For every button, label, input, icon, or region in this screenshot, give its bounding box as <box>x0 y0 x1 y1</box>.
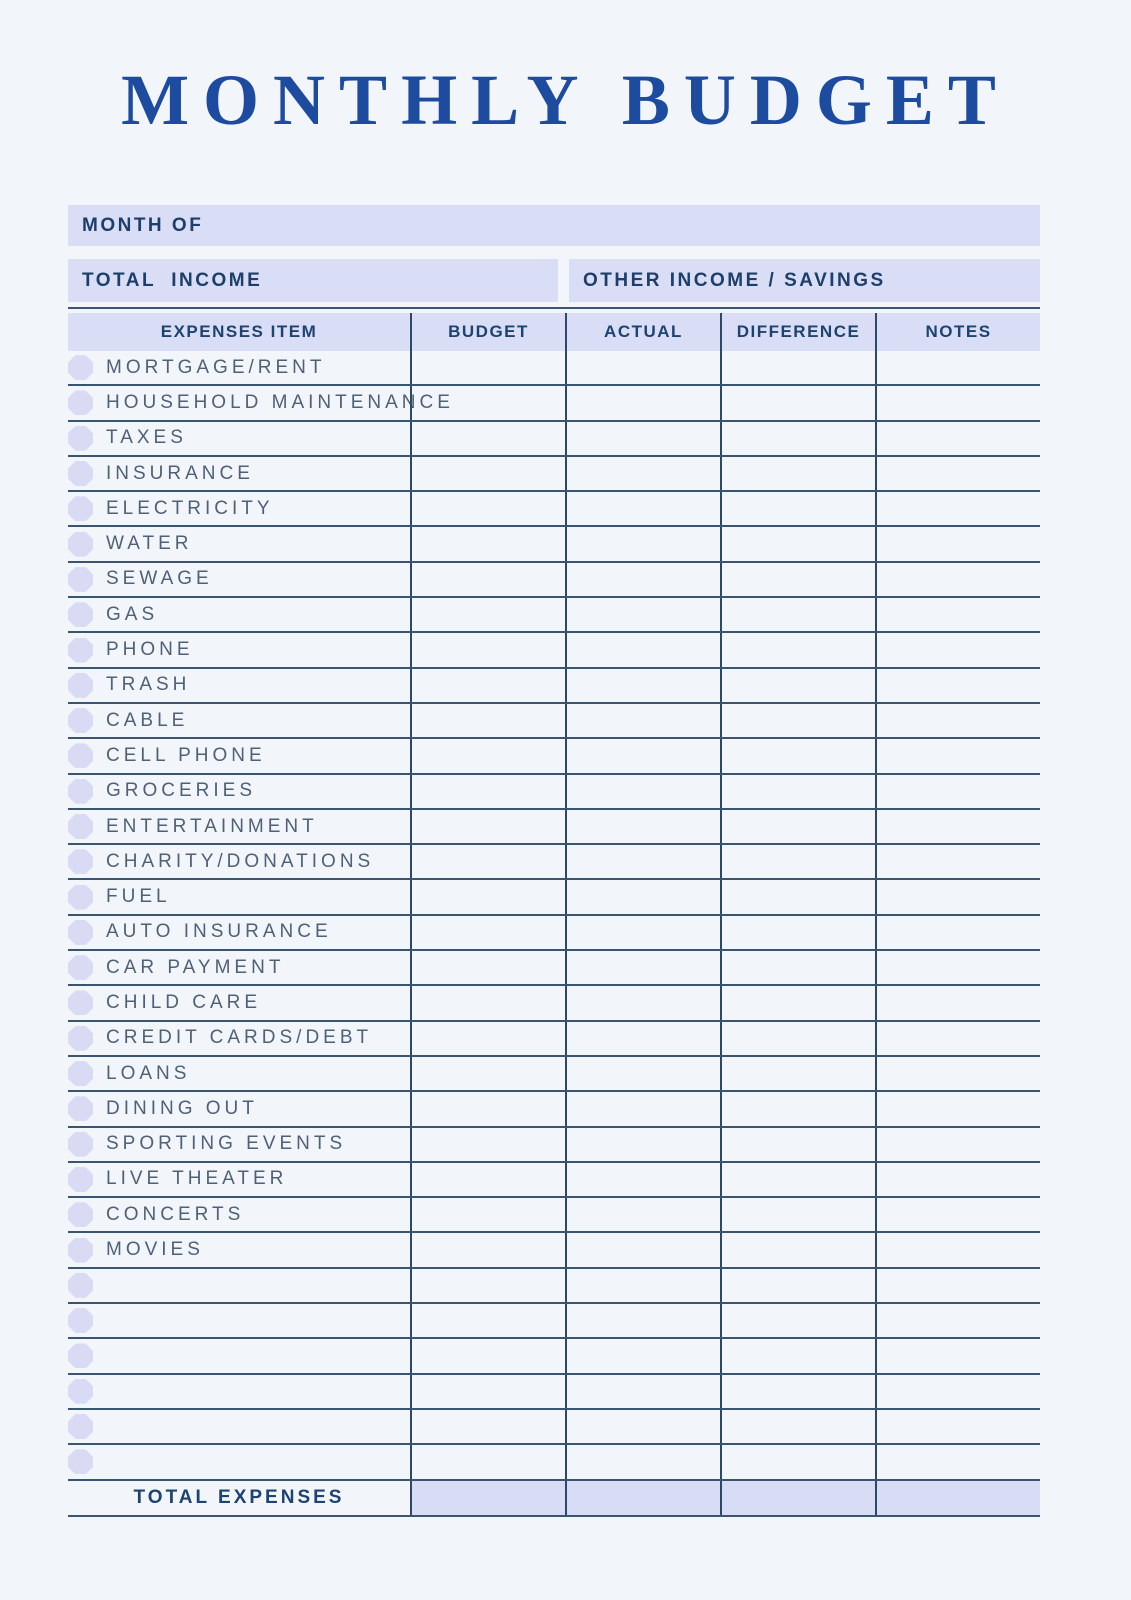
bullet-octagon-icon <box>68 814 93 839</box>
table-row <box>68 492 1040 527</box>
actual-cell[interactable] <box>565 775 720 808</box>
difference-cell[interactable] <box>720 1375 875 1408</box>
bullet-octagon-icon <box>68 1132 93 1157</box>
actual-cell[interactable] <box>565 1445 720 1478</box>
expense-item-cell <box>68 1198 410 1231</box>
difference-cell[interactable] <box>720 704 875 737</box>
expense-item-cell <box>68 563 410 596</box>
table-row <box>68 810 1040 845</box>
actual-cell[interactable] <box>565 1198 720 1231</box>
notes-cell[interactable] <box>875 1022 1040 1055</box>
budget-cell[interactable] <box>410 386 565 419</box>
actual-cell[interactable] <box>565 845 720 878</box>
difference-cell[interactable] <box>720 351 875 384</box>
difference-cell[interactable] <box>720 1410 875 1443</box>
bullet-octagon-icon <box>68 355 93 380</box>
budget-cell[interactable] <box>410 845 565 878</box>
notes-cell[interactable] <box>875 1092 1040 1125</box>
expense-item-cell <box>68 1022 410 1055</box>
bullet-octagon-icon <box>68 1202 93 1227</box>
budget-cell[interactable] <box>410 1339 565 1372</box>
budget-cell[interactable] <box>410 1163 565 1196</box>
expense-label: ELECTRICITY <box>106 497 274 519</box>
income-row <box>68 259 1040 302</box>
actual-cell[interactable] <box>565 422 720 455</box>
notes-cell[interactable] <box>875 951 1040 984</box>
expense-label: DINING OUT <box>106 1097 258 1119</box>
expense-label: ENTERTAINMENT <box>106 815 318 837</box>
table-row <box>68 845 1040 880</box>
bullet-octagon-icon <box>68 426 93 451</box>
expense-label: CAR PAYMENT <box>106 956 285 978</box>
budget-cell[interactable] <box>410 739 565 772</box>
table-row <box>68 1092 1040 1127</box>
table-row <box>68 775 1040 810</box>
other-income-field[interactable] <box>569 259 1040 302</box>
expense-item-cell <box>68 351 410 384</box>
budget-cell[interactable] <box>410 1057 565 1090</box>
notes-cell[interactable] <box>875 880 1040 913</box>
expense-item-cell <box>68 1269 410 1302</box>
difference-cell[interactable] <box>720 1128 875 1161</box>
difference-cell[interactable] <box>720 1022 875 1055</box>
budget-cell[interactable] <box>410 951 565 984</box>
expense-label: MOVIES <box>106 1239 204 1261</box>
table-row <box>68 1304 1040 1339</box>
notes-cell[interactable] <box>875 1269 1040 1302</box>
bullet-octagon-icon <box>68 1343 93 1368</box>
budget-cell[interactable] <box>410 1304 565 1337</box>
expense-label: CHARITY/DONATIONS <box>106 850 375 872</box>
bullet-octagon-icon <box>68 496 93 521</box>
difference-cell[interactable] <box>720 563 875 596</box>
table-row <box>68 1057 1040 1092</box>
budget-cell[interactable] <box>410 1375 565 1408</box>
expense-label: TAXES <box>106 427 187 449</box>
budget-cell[interactable] <box>410 1269 565 1302</box>
expense-item-cell <box>68 704 410 737</box>
budget-cell[interactable] <box>410 1445 565 1478</box>
bullet-octagon-icon <box>68 743 93 768</box>
notes-cell[interactable] <box>875 563 1040 596</box>
notes-cell[interactable] <box>875 810 1040 843</box>
budget-cell[interactable] <box>410 598 565 631</box>
budget-cell[interactable] <box>410 916 565 949</box>
expense-label: CREDIT CARDS/DEBT <box>106 1027 373 1049</box>
total-actual-cell[interactable] <box>565 1481 720 1515</box>
notes-cell[interactable] <box>875 845 1040 878</box>
total-expenses-label-cell <box>68 1481 410 1515</box>
actual-cell[interactable] <box>565 739 720 772</box>
total-budget-cell[interactable] <box>410 1481 565 1515</box>
bullet-octagon-icon <box>68 673 93 698</box>
expense-item-cell <box>68 386 454 419</box>
notes-cell[interactable] <box>875 386 1040 419</box>
table-row <box>68 1022 1040 1057</box>
expense-label: SPORTING EVENTS <box>106 1133 347 1155</box>
table-row <box>68 880 1040 915</box>
notes-cell[interactable] <box>875 598 1040 631</box>
budget-cell[interactable] <box>410 1092 565 1125</box>
difference-cell[interactable] <box>720 951 875 984</box>
expense-item-cell <box>68 1128 410 1161</box>
actual-cell[interactable] <box>565 1128 720 1161</box>
notes-cell[interactable] <box>875 986 1040 1019</box>
page-title: MONTHLY BUDGET <box>121 60 1010 140</box>
expense-item-cell <box>68 598 410 631</box>
table-row <box>68 1445 1040 1480</box>
table-row <box>68 1269 1040 1304</box>
expense-label: FUEL <box>106 886 171 908</box>
actual-cell[interactable] <box>565 386 720 419</box>
table-row <box>68 704 1040 739</box>
expense-label: GAS <box>106 603 159 625</box>
bullet-octagon-icon <box>68 1308 93 1333</box>
actual-cell[interactable] <box>565 351 720 384</box>
budget-cell[interactable] <box>410 527 565 560</box>
table-body <box>68 351 1040 1481</box>
difference-cell[interactable] <box>720 880 875 913</box>
table-row <box>68 422 1040 457</box>
expense-item-cell <box>68 457 410 490</box>
expense-item-cell <box>68 845 410 878</box>
header-actual: ACTUAL <box>565 313 720 351</box>
total-income-field[interactable] <box>68 259 558 302</box>
budget-cell[interactable] <box>410 986 565 1019</box>
bullet-octagon-icon <box>68 567 93 592</box>
expense-item-cell <box>68 739 410 772</box>
notes-cell[interactable] <box>875 351 1040 384</box>
expense-label: LOANS <box>106 1062 191 1084</box>
difference-cell[interactable] <box>720 457 875 490</box>
expense-item-cell <box>68 1410 410 1443</box>
actual-cell[interactable] <box>565 1304 720 1337</box>
difference-cell[interactable] <box>720 1092 875 1125</box>
difference-cell[interactable] <box>720 1269 875 1302</box>
notes-cell[interactable] <box>875 527 1040 560</box>
expense-label: INSURANCE <box>106 462 254 484</box>
total-income-label: TOTAL INCOME <box>82 269 263 291</box>
difference-cell[interactable] <box>720 916 875 949</box>
notes-cell[interactable] <box>875 422 1040 455</box>
table-header-row <box>68 313 1040 351</box>
expense-item-cell <box>68 1375 410 1408</box>
expense-label: CABLE <box>106 709 189 731</box>
bullet-octagon-icon <box>68 1096 93 1121</box>
header-budget: BUDGET <box>410 313 565 351</box>
table-row <box>68 457 1040 492</box>
expense-item-cell <box>68 880 410 913</box>
expense-item-cell <box>68 1057 410 1090</box>
actual-cell[interactable] <box>565 669 720 702</box>
table-row <box>68 1128 1040 1163</box>
table-row <box>68 563 1040 598</box>
notes-cell[interactable] <box>875 916 1040 949</box>
notes-cell[interactable] <box>875 1339 1040 1372</box>
table-row <box>68 598 1040 633</box>
table-row <box>68 1410 1040 1445</box>
table-row <box>68 1233 1040 1268</box>
difference-cell[interactable] <box>720 598 875 631</box>
budget-cell[interactable] <box>410 810 565 843</box>
difference-cell[interactable] <box>720 1198 875 1231</box>
expense-item-cell <box>68 1163 410 1196</box>
expense-item-cell <box>68 669 410 702</box>
difference-cell[interactable] <box>720 1163 875 1196</box>
expense-item-cell <box>68 916 410 949</box>
expense-label: MORTGAGE/RENT <box>106 356 326 378</box>
actual-cell[interactable] <box>565 1233 720 1266</box>
actual-cell[interactable] <box>565 457 720 490</box>
actual-cell[interactable] <box>565 492 720 525</box>
notes-cell[interactable] <box>875 1304 1040 1337</box>
actual-cell[interactable] <box>565 880 720 913</box>
table-row <box>68 916 1040 951</box>
actual-cell[interactable] <box>565 633 720 666</box>
expense-label: CHILD CARE <box>106 991 262 1013</box>
difference-cell[interactable] <box>720 1339 875 1372</box>
bullet-octagon-icon <box>68 885 93 910</box>
expense-item-cell <box>68 986 410 1019</box>
total-difference-cell[interactable] <box>720 1481 875 1515</box>
budget-cell[interactable] <box>410 669 565 702</box>
budget-cell[interactable] <box>410 880 565 913</box>
budget-cell[interactable] <box>410 775 565 808</box>
budget-cell[interactable] <box>410 1233 565 1266</box>
expense-item-cell <box>68 492 410 525</box>
budget-cell[interactable] <box>410 457 565 490</box>
header-difference: DIFFERENCE <box>720 313 875 351</box>
table-row <box>68 1198 1040 1233</box>
notes-cell[interactable] <box>875 1163 1040 1196</box>
notes-cell[interactable] <box>875 775 1040 808</box>
notes-cell[interactable] <box>875 1445 1040 1478</box>
difference-cell[interactable] <box>720 739 875 772</box>
bullet-octagon-icon <box>68 849 93 874</box>
table-row <box>68 739 1040 774</box>
difference-cell[interactable] <box>720 810 875 843</box>
total-expenses-row <box>68 1481 1040 1517</box>
bullet-octagon-icon <box>68 1061 93 1086</box>
expense-item-cell <box>68 810 410 843</box>
other-income-label: OTHER INCOME / SAVINGS <box>583 269 886 291</box>
budget-cell[interactable] <box>410 1022 565 1055</box>
expenses-table <box>68 313 1040 1517</box>
expense-item-cell <box>68 951 410 984</box>
table-row <box>68 351 1040 386</box>
actual-cell[interactable] <box>565 1163 720 1196</box>
notes-cell[interactable] <box>875 669 1040 702</box>
expense-item-cell <box>68 1339 410 1372</box>
notes-cell[interactable] <box>875 1128 1040 1161</box>
actual-cell[interactable] <box>565 598 720 631</box>
budget-cell[interactable] <box>410 1128 565 1161</box>
month-of-field[interactable] <box>68 205 1040 246</box>
table-row <box>68 986 1040 1021</box>
actual-cell[interactable] <box>565 704 720 737</box>
difference-cell[interactable] <box>720 527 875 560</box>
notes-cell[interactable] <box>875 1410 1040 1443</box>
expense-item-cell <box>68 1092 410 1125</box>
expense-label: PHONE <box>106 639 194 661</box>
bullet-octagon-icon <box>68 779 93 804</box>
notes-cell[interactable] <box>875 457 1040 490</box>
expense-item-cell <box>68 633 410 666</box>
table-row <box>68 669 1040 704</box>
difference-cell[interactable] <box>720 386 875 419</box>
bullet-octagon-icon <box>68 955 93 980</box>
expense-label: TRASH <box>106 674 191 696</box>
bullet-octagon-icon <box>68 532 93 557</box>
bullet-octagon-icon <box>68 990 93 1015</box>
notes-cell[interactable] <box>875 704 1040 737</box>
actual-cell[interactable] <box>565 527 720 560</box>
bullet-octagon-icon <box>68 390 93 415</box>
header-notes: NOTES <box>875 313 1040 351</box>
notes-cell[interactable] <box>875 739 1040 772</box>
expense-label: LIVE THEATER <box>106 1168 288 1190</box>
bullet-octagon-icon <box>68 1026 93 1051</box>
expense-item-cell <box>68 1304 410 1337</box>
budget-cell[interactable] <box>410 422 565 455</box>
notes-cell[interactable] <box>875 1198 1040 1231</box>
expense-label: AUTO INSURANCE <box>106 921 332 943</box>
difference-cell[interactable] <box>720 669 875 702</box>
table-row <box>68 1375 1040 1410</box>
notes-cell[interactable] <box>875 1233 1040 1266</box>
bullet-octagon-icon <box>68 920 93 945</box>
actual-cell[interactable] <box>565 986 720 1019</box>
expense-item-cell <box>68 1445 410 1478</box>
actual-cell[interactable] <box>565 1375 720 1408</box>
expense-label: CELL PHONE <box>106 744 266 766</box>
bullet-octagon-icon <box>68 1167 93 1192</box>
difference-cell[interactable] <box>720 845 875 878</box>
difference-cell[interactable] <box>720 775 875 808</box>
notes-cell[interactable] <box>875 1375 1040 1408</box>
budget-cell[interactable] <box>410 492 565 525</box>
actual-cell[interactable] <box>565 916 720 949</box>
budget-cell[interactable] <box>410 563 565 596</box>
header-expenses-item: EXPENSES ITEM <box>160 322 318 341</box>
actual-cell[interactable] <box>565 1022 720 1055</box>
bullet-octagon-icon <box>68 1273 93 1298</box>
expense-item-cell <box>68 422 410 455</box>
notes-cell[interactable] <box>875 1057 1040 1090</box>
expense-label: CONCERTS <box>106 1203 245 1225</box>
expense-item-cell <box>68 527 410 560</box>
table-row <box>68 527 1040 562</box>
table-row <box>68 386 1040 421</box>
notes-cell[interactable] <box>875 633 1040 666</box>
table-row <box>68 633 1040 668</box>
difference-cell[interactable] <box>720 1445 875 1478</box>
expense-item-cell <box>68 775 410 808</box>
bullet-octagon-icon <box>68 1414 93 1439</box>
difference-cell[interactable] <box>720 1057 875 1090</box>
total-notes-cell[interactable] <box>875 1481 1040 1515</box>
actual-cell[interactable] <box>565 1410 720 1443</box>
expense-label: SEWAGE <box>106 568 213 590</box>
bullet-octagon-icon <box>68 1449 93 1474</box>
page-content <box>68 205 1040 1517</box>
bullet-octagon-icon <box>68 602 93 627</box>
expense-label: GROCERIES <box>106 780 257 802</box>
table-top-rule <box>68 307 1040 309</box>
budget-cell[interactable] <box>410 704 565 737</box>
expense-label: HOUSEHOLD MAINTENANCE <box>106 391 454 413</box>
budget-cell[interactable] <box>410 351 565 384</box>
bullet-octagon-icon <box>68 708 93 733</box>
budget-cell[interactable] <box>410 1198 565 1231</box>
total-expenses-label: TOTAL EXPENSES <box>133 1486 345 1508</box>
actual-cell[interactable] <box>565 1057 720 1090</box>
difference-cell[interactable] <box>720 422 875 455</box>
month-of-label: MONTH OF <box>82 214 204 236</box>
table-row <box>68 1163 1040 1198</box>
budget-cell[interactable] <box>410 1410 565 1443</box>
table-row <box>68 951 1040 986</box>
actual-cell[interactable] <box>565 951 720 984</box>
expense-item-cell <box>68 1233 410 1266</box>
expense-label: WATER <box>106 533 193 555</box>
budget-cell[interactable] <box>410 633 565 666</box>
bullet-octagon-icon <box>68 1238 93 1263</box>
actual-cell[interactable] <box>565 1092 720 1125</box>
bullet-octagon-icon <box>68 461 93 486</box>
actual-cell[interactable] <box>565 563 720 596</box>
difference-cell[interactable] <box>720 633 875 666</box>
table-row <box>68 1339 1040 1374</box>
difference-cell[interactable] <box>720 1233 875 1266</box>
notes-cell[interactable] <box>875 492 1040 525</box>
difference-cell[interactable] <box>720 1304 875 1337</box>
difference-cell[interactable] <box>720 492 875 525</box>
actual-cell[interactable] <box>565 810 720 843</box>
bullet-octagon-icon <box>68 1379 93 1404</box>
actual-cell[interactable] <box>565 1339 720 1372</box>
difference-cell[interactable] <box>720 986 875 1019</box>
actual-cell[interactable] <box>565 1269 720 1302</box>
bullet-octagon-icon <box>68 638 93 663</box>
